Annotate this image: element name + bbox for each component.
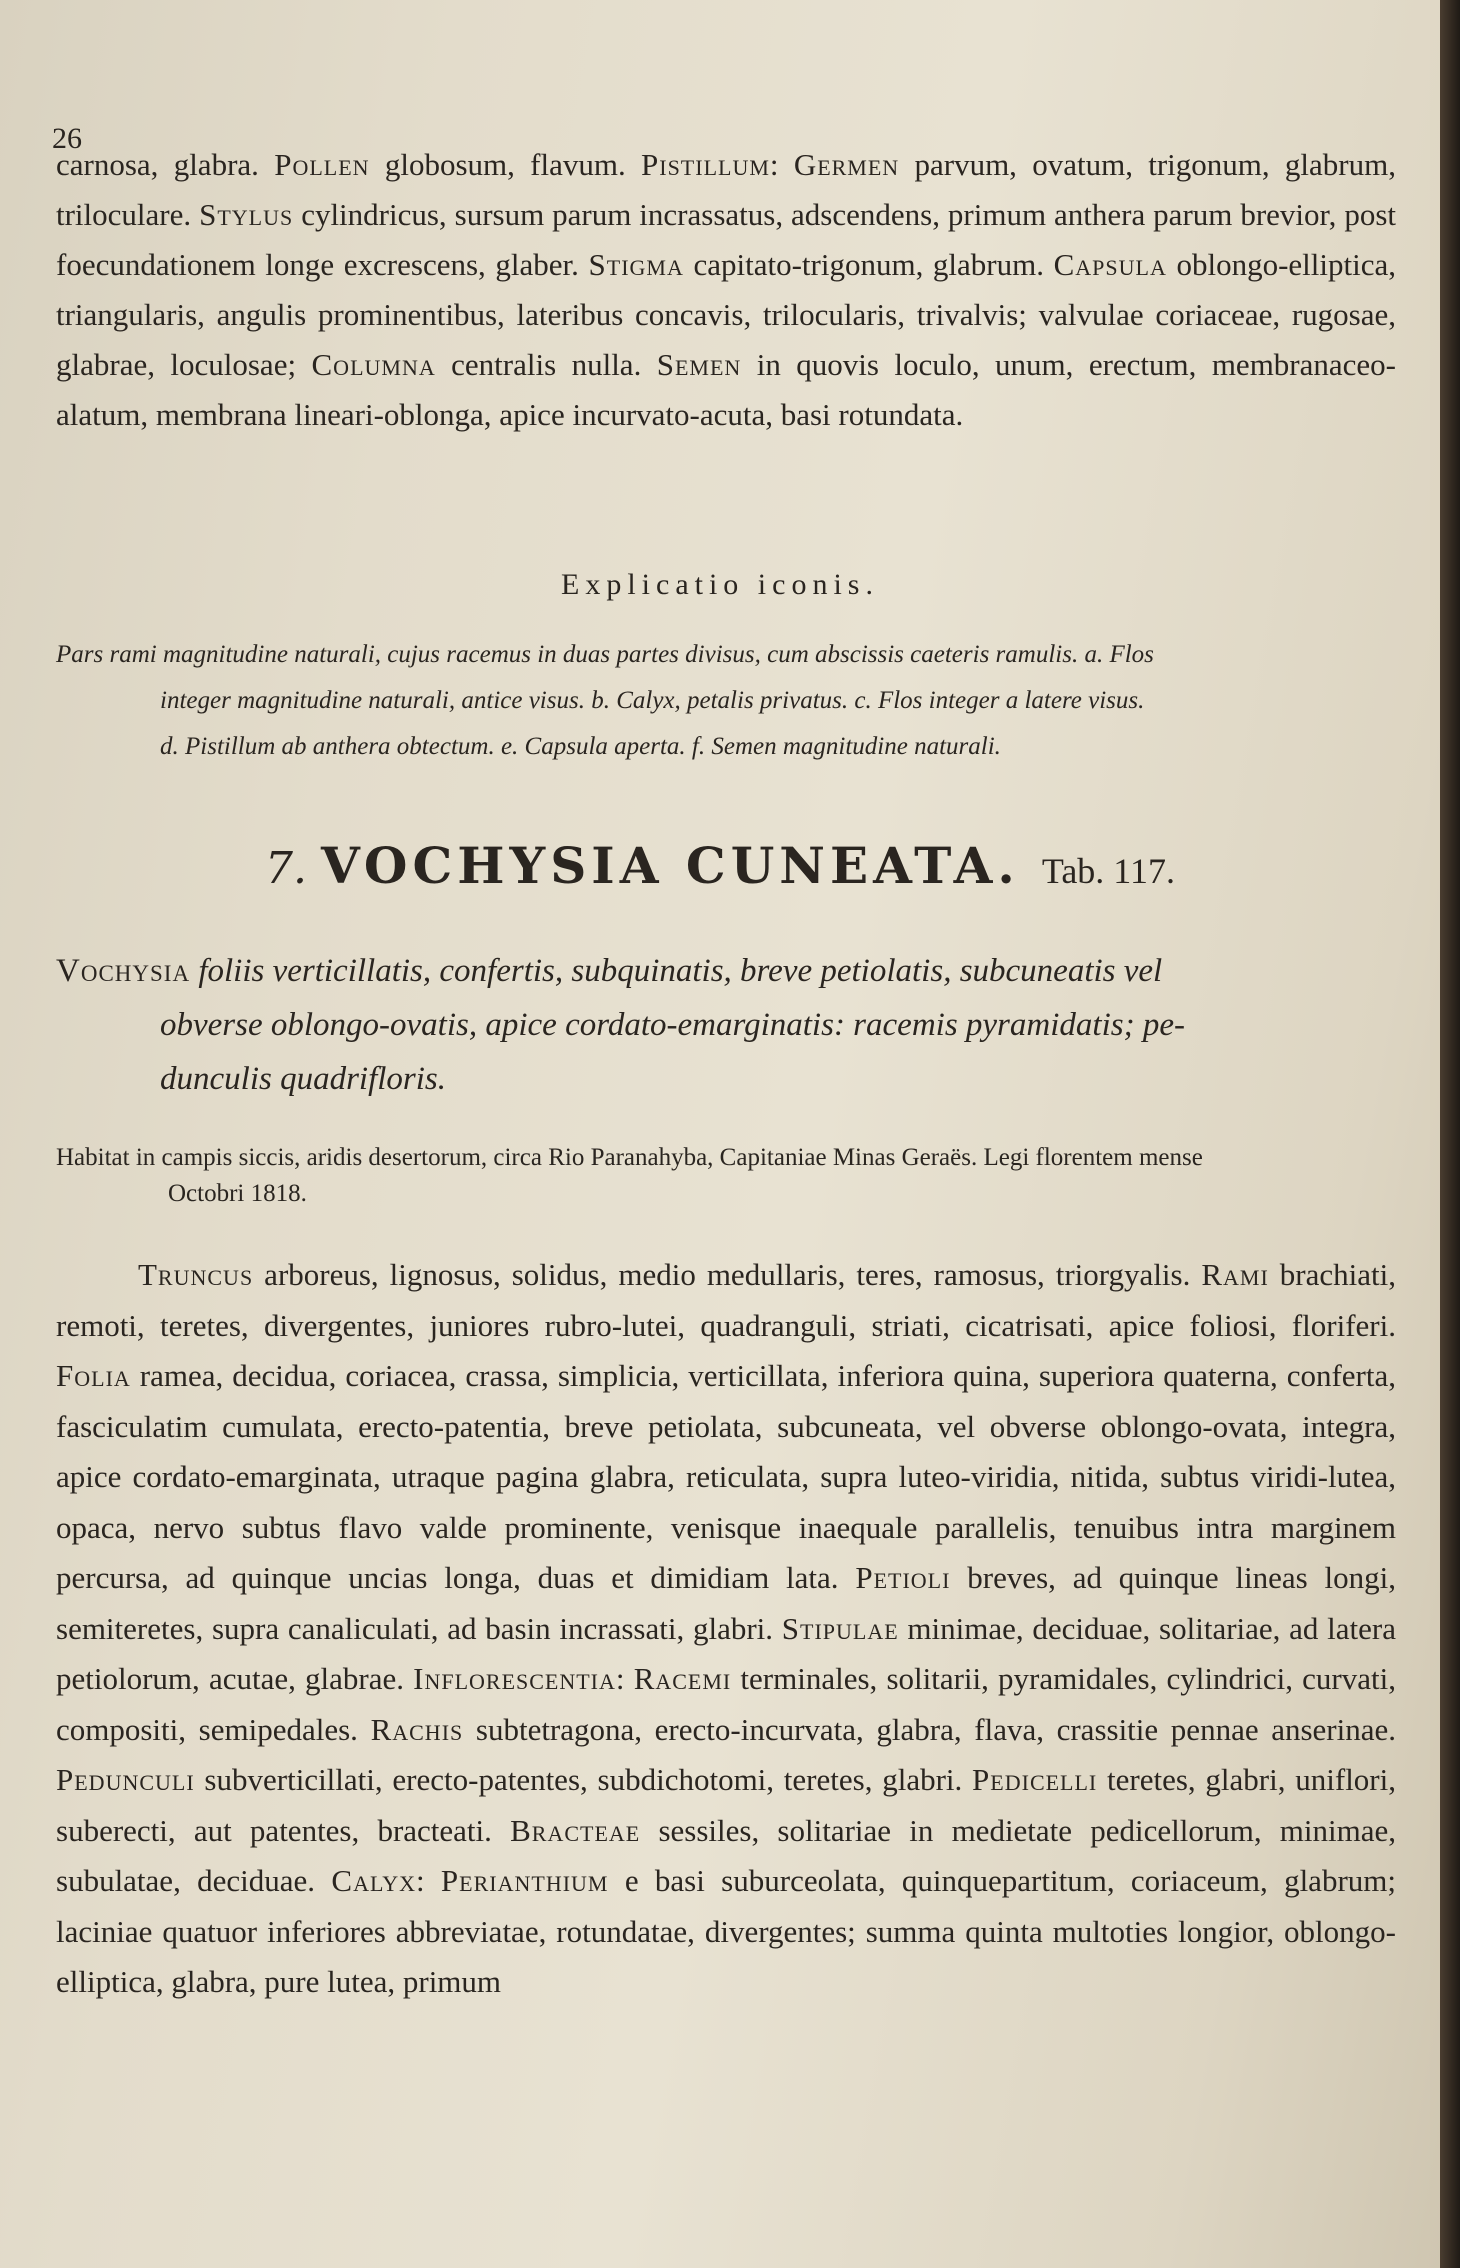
explicatio-heading: Explicatio iconis. xyxy=(561,568,879,601)
diagnosis-genus: Vochysia xyxy=(56,953,191,989)
text-run: e basi suburceolata, quinquepartitum, coriaceum, glabrum; laciniae quatuor inferiores abbreviatae, rotundatae, divergentes; summa quinta multoties longior, oblongo-elliptica, glabra, pure lutea, primum xyxy=(56,1863,1396,1999)
term-heading: Stylus xyxy=(199,197,294,232)
text-run: : xyxy=(769,147,794,182)
text-run: globosum, flavum. xyxy=(369,147,641,182)
term-heading: Bracteae xyxy=(510,1812,641,1848)
text-run: subverticillati, erecto-patentes, subdichotomi, teretes, glabri. xyxy=(194,1762,973,1797)
term-heading: Pollen xyxy=(274,147,370,182)
text-run: sessiles, solitariae in medietate pedicellorum, minimae, subulatae, deciduae. xyxy=(56,1812,1396,1898)
text-run: brachiati, remoti, teretes, divergentes, juniores rubro-lutei, quadranguli, striati, cicatrisati, apice foliosi, floriferi. xyxy=(56,1257,1396,1343)
plate-reference: Tab. 117. xyxy=(1041,851,1175,891)
diagnosis-line: obverse oblongo-ovatis, apice cordato-emarginatis: racemis pyramidatis; pe- xyxy=(160,1007,1185,1043)
term-heading: Inflorescentia xyxy=(413,1661,616,1696)
term-heading: Stipulae xyxy=(781,1610,899,1646)
text-run: terminales, solitarii, pyramidales, cylindrici, curvati, compositi, semipedales. xyxy=(56,1661,1396,1747)
species-description xyxy=(56,1250,1396,2008)
page-number: 26 xyxy=(52,122,82,155)
species-diagnosis xyxy=(56,944,1396,1106)
term-heading: Perianthium xyxy=(440,1863,609,1898)
text-run: teretes, glabri, uniflori, suberecti, aut patentes, bracteati. xyxy=(56,1762,1396,1848)
explicatio-line: d. Pistillum ab anthera obtectum. e. Capsula aperta. f. Semen magnitudine naturali. xyxy=(160,733,1001,760)
explicatio-line: integer magnitudine naturali, antice visus. b. Calyx, petalis privatus. c. Flos integer a latere visus. xyxy=(160,687,1145,714)
term-heading: Rachis xyxy=(370,1711,464,1747)
term-heading: Pedunculi xyxy=(56,1762,195,1797)
explicatio-body xyxy=(56,632,1396,770)
habitat-line: Octobri 1818. xyxy=(168,1180,307,1207)
term-heading: Rami xyxy=(1201,1257,1269,1292)
term-heading: Folia xyxy=(56,1358,131,1393)
term-heading: Germen xyxy=(793,147,900,182)
explicatio-line: Pars rami magnitudine naturali, cujus racemus in duas partes divisus, cum abscissis caeteris ramulis. a. Flos xyxy=(56,641,1154,668)
text-run: oblongo-elliptica, triangularis, angulis prominentibus, lateribus concavis, trilocularis, trivalvis; valvulae coriaceae, rugosae, glabrae, loculosae; xyxy=(56,247,1396,382)
species-name: VOCHYSIA CUNEATA. xyxy=(321,836,1020,895)
preceding-description xyxy=(56,140,1396,440)
term-heading: Semen xyxy=(656,347,742,382)
term-heading: Calyx xyxy=(331,1863,416,1898)
term-heading: Petioli xyxy=(855,1560,951,1595)
text-run: carnosa, glabra. xyxy=(56,147,275,182)
diagnosis-line: foliis verticillatis, confertis, subquinatis, breve petiolatis, subcuneatis vel xyxy=(198,953,1163,989)
term-heading: Stigma xyxy=(588,247,684,282)
term-heading: Columna xyxy=(311,347,436,382)
text-run: : xyxy=(615,1661,634,1696)
species-title xyxy=(0,836,1440,895)
term-heading: Pistillum xyxy=(641,147,770,182)
text-run: in quovis loculo, unum, erectum, membranaceo-alatum, membrana lineari-oblonga, apice incurvato-acuta, basi rotundata. xyxy=(56,347,1396,432)
text-run: subtetragona, erecto-incurvata, glabra, flava, crassitie pennae anserinae. xyxy=(463,1711,1397,1747)
text-run: capitato-trigonum, glabrum. xyxy=(683,247,1054,282)
book-edge xyxy=(1440,0,1460,2268)
term-heading: Racemi xyxy=(633,1661,732,1696)
habitat-line: Habitat in campis siccis, aridis desertorum, circa Rio Paranahyba, Capitaniae Minas Geraës. Legi florentem mense xyxy=(56,1144,1203,1171)
term-heading: Pedicelli xyxy=(972,1762,1098,1797)
text-run: parvum, ovatum, trigonum, glabrum, triloculare. xyxy=(56,147,1396,232)
text-run: ramea, decidua, coriacea, crassa, simplicia, verticillata, inferiora quina, superiora quaterna, conferta, fasciculatim cumulata, erecto-patentia, breve petiolata, subcuneata, vel obverse oblongo-ovata, integra, apice cordato-emarginata, utraque pagina glabra, reticulata, supra luteo-viridia, nitida, subtus viridi-lutea, opaca, nervo subtus flavo valde prominente, venisque inaequale parallelis, tenuibus intra marginem percursa, ad quinque uncias longa, duas et dimidiam lata. xyxy=(56,1358,1396,1595)
text-run: : xyxy=(415,1863,441,1898)
habitat-note xyxy=(56,1140,1396,1212)
species-number: 7. xyxy=(265,843,307,894)
text-run: arboreus, lignosus, solidus, medio medullaris, teres, ramosus, triorgyalis. xyxy=(253,1257,1202,1292)
text-run: minimae, deciduae, solitariae, ad latera petiolorum, acutae, glabrae. xyxy=(56,1610,1396,1696)
text-run: cylindricus, sursum parum incrassatus, adscendens, primum anthera parum brevior, post foecundationem longe excrescens, glaber. xyxy=(56,197,1396,282)
term-heading: Capsula xyxy=(1053,247,1167,282)
text-run: breves, ad quinque lineas longi, semiteretes, supra canaliculati, ad basin incrassati, glabri. xyxy=(56,1560,1396,1646)
term-heading: Truncus xyxy=(138,1257,254,1292)
diagnosis-line: dunculis quadrifloris. xyxy=(160,1061,447,1097)
text-run: centralis nulla. xyxy=(435,347,657,382)
